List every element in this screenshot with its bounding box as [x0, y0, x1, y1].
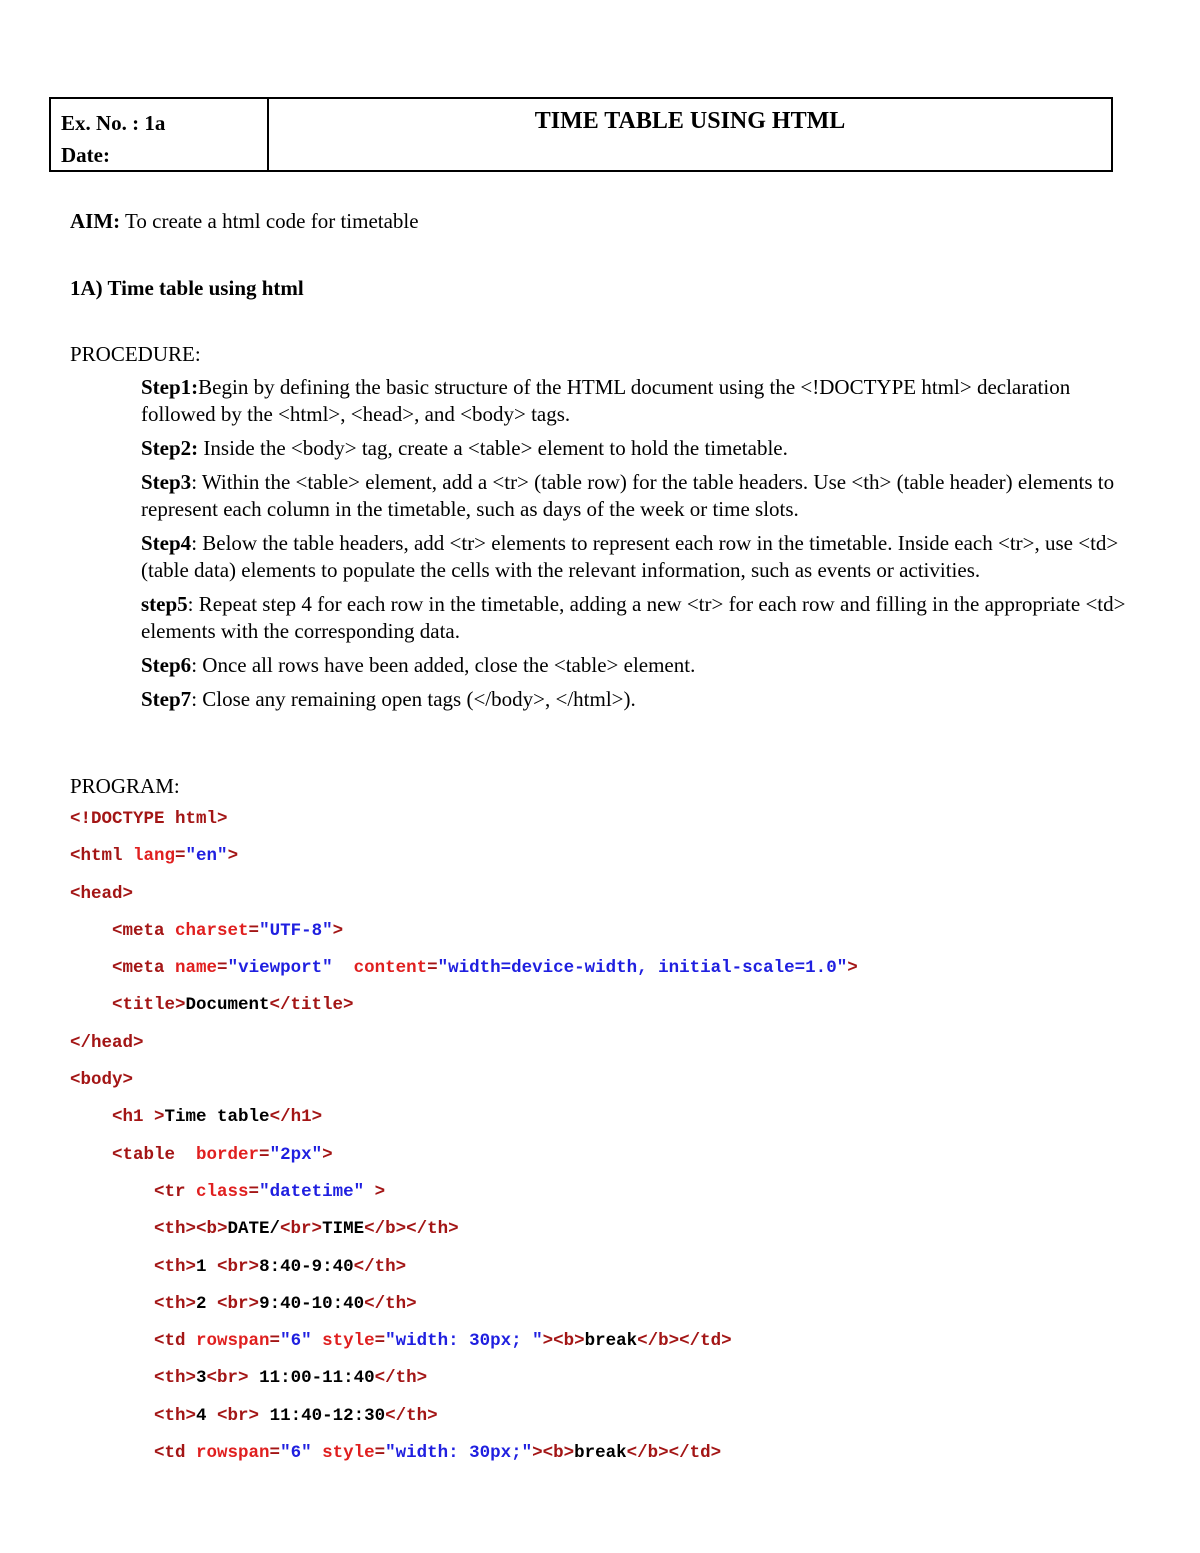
code-token: =: [269, 1443, 281, 1464]
code-token: border: [175, 1144, 260, 1165]
step-label: Step1:: [141, 375, 199, 399]
code-token: ><b>: [532, 1443, 575, 1464]
code-line: [70, 1440, 858, 1477]
code-token: 4: [196, 1405, 218, 1426]
code-token: <body>: [70, 1070, 134, 1091]
code-token: 9:40-10:40: [259, 1293, 365, 1314]
code-token: <head>: [70, 883, 134, 904]
header-box: [49, 97, 1113, 172]
step-text: Begin by defining the basic structure of the HTML document using the <!DOCTYPE html> declaration followed by the <html>, <head>, and <body> tags.: [141, 375, 1071, 426]
code-line: [70, 1030, 858, 1067]
code-token: 3: [196, 1368, 207, 1389]
code-token: <meta: [112, 920, 165, 941]
code-token: "width: 30px;": [385, 1443, 533, 1464]
code-line: [70, 1254, 858, 1291]
code-indent: [70, 995, 112, 1015]
code-token: class: [185, 1181, 249, 1202]
code-line: [70, 992, 858, 1029]
code-token: <br>: [217, 1405, 260, 1426]
step-label: Step2:: [141, 436, 199, 460]
code-line: [70, 1216, 858, 1253]
code-token: </head>: [70, 1032, 144, 1053]
code-token: >: [364, 1181, 386, 1202]
code-token: 11:00-11:40: [248, 1368, 375, 1389]
step-text: Inside the <body> tag, create a <table> element to hold the timetable.: [198, 436, 788, 460]
code-indent: [70, 1331, 154, 1351]
code-token: =: [374, 1443, 386, 1464]
code-line: [70, 806, 858, 843]
code-indent: [70, 1257, 154, 1277]
code-line: [70, 881, 858, 918]
code-token: <td: [154, 1443, 186, 1464]
code-indent: [70, 1368, 154, 1388]
code-token: <br>: [280, 1219, 323, 1240]
code-indent: [70, 1182, 154, 1202]
page-title: TIME TABLE USING HTML: [534, 108, 846, 134]
code-token: content: [332, 958, 428, 979]
code-line: [70, 955, 858, 992]
code-token: TIME: [322, 1219, 365, 1240]
code-token: </th>: [353, 1256, 407, 1277]
code-token: </title>: [269, 995, 354, 1016]
program-heading: PROGRAM:: [70, 774, 180, 798]
code-indent: [70, 958, 112, 978]
step-text: : Close any remaining open tags (</body>, </html>).: [191, 687, 636, 711]
step-text: : Within the <table> element, add a <tr> (table row) for the table headers. Use <th> (table header) elements to represent each column in the timetable, such as days of the week or time slots.: [141, 470, 1115, 521]
code-token: >: [227, 846, 239, 867]
code-line: [70, 1067, 858, 1104]
code-token: </b></th>: [364, 1219, 459, 1240]
code-indent: [70, 921, 112, 941]
code-token: "width=device-width, initial-scale=1.0": [437, 958, 848, 979]
code-token: <table: [112, 1144, 176, 1165]
code-token: >: [847, 958, 858, 979]
code-token: DATE/: [227, 1219, 281, 1240]
code-token: break: [574, 1443, 627, 1464]
step-item: [141, 652, 1131, 679]
code-token: </b></td>: [637, 1331, 732, 1352]
code-token: rowspan: [185, 1443, 270, 1464]
code-indent: [70, 1107, 112, 1127]
code-token: >: [322, 1144, 333, 1165]
code-token: 2: [196, 1293, 218, 1314]
code-token: >: [217, 809, 228, 829]
code-token: break: [584, 1331, 638, 1352]
code-token: =: [259, 1144, 270, 1165]
code-line: [70, 1104, 858, 1141]
code-line: [70, 1403, 858, 1440]
step-text: : Repeat step 4 for each row in the timetable, adding a new <tr> for each row and filling in the appropriate <td> elements with the corresponding data.: [141, 592, 1126, 643]
code-token: </th>: [385, 1405, 438, 1426]
code-token: =: [269, 1331, 281, 1352]
code-token: Document: [185, 995, 270, 1016]
code-token: =: [374, 1331, 386, 1352]
code-token: <br>: [206, 1368, 249, 1389]
step-item: [141, 686, 1131, 713]
exercise-number: Ex. No. : 1a: [61, 111, 166, 135]
code-token: <meta: [112, 958, 165, 979]
code-token: =: [248, 1181, 260, 1202]
section-title: 1A) Time table using html: [70, 276, 304, 300]
code-token: =: [248, 920, 260, 941]
code-token: >: [332, 920, 344, 941]
code-token: =: [175, 846, 186, 867]
code-block: [70, 806, 858, 1477]
code-token: Time table: [164, 1107, 270, 1128]
code-indent: [70, 1406, 154, 1426]
step-label: Step6: [141, 653, 192, 677]
aim-line: [70, 209, 419, 234]
date-label: Date:: [61, 143, 110, 167]
code-token: </th>: [364, 1293, 417, 1314]
code-line: [70, 843, 858, 880]
step-item: [141, 591, 1131, 645]
code-token: <th>: [154, 1405, 197, 1426]
step-item: [141, 469, 1131, 523]
aim-label: AIM:: [70, 209, 121, 233]
code-token: <th>: [154, 1368, 197, 1389]
code-token: charset: [164, 920, 249, 941]
code-token: 1: [196, 1256, 218, 1277]
code-line: [70, 1365, 858, 1402]
step-label: Step3: [141, 470, 192, 494]
code-token: =: [427, 958, 438, 979]
code-token: 11:40-12:30: [259, 1405, 386, 1426]
code-token: =: [217, 958, 228, 979]
step-text: : Once all rows have been added, close the <table> element.: [191, 653, 696, 677]
code-token: name: [164, 958, 218, 979]
code-token: <th><b>: [154, 1219, 228, 1240]
code-token: "6": [280, 1443, 312, 1464]
code-token: "6": [280, 1331, 312, 1352]
code-token: "UTF-8": [259, 920, 333, 941]
code-line: [70, 1142, 858, 1179]
code-token: </h1>: [269, 1107, 323, 1128]
code-token: </th>: [374, 1368, 428, 1389]
code-token: <title>: [112, 995, 186, 1016]
code-token: <html: [70, 846, 123, 867]
code-token: <br>: [217, 1293, 260, 1314]
step-label: step5: [141, 592, 188, 616]
code-token: "width: 30px; ": [385, 1331, 543, 1352]
step-item: [141, 374, 1131, 428]
code-token: <th>: [154, 1256, 197, 1277]
code-token: "2px": [269, 1144, 323, 1165]
code-token: </b></td>: [626, 1443, 722, 1464]
code-token: rowspan: [185, 1331, 270, 1352]
code-indent: [70, 1443, 154, 1463]
code-token: <!DOCTYPE html: [70, 809, 218, 829]
procedure-heading: PROCEDURE:: [70, 342, 201, 366]
step-text: : Below the table headers, add <tr> elements to represent each row in the timetable. Inside each <tr>, use <td> (table data) elements to populate the cells with the relevant information, such as events or activities.: [141, 531, 1119, 582]
code-token: <th>: [154, 1293, 197, 1314]
code-token: 8:40-9:40: [259, 1256, 354, 1277]
code-token: "viewport": [227, 958, 333, 979]
code-token: style: [311, 1443, 375, 1464]
step-item: [141, 435, 1131, 462]
code-indent: [70, 1219, 154, 1239]
code-token: <td: [154, 1331, 186, 1352]
code-line: [70, 918, 858, 955]
code-indent: [70, 1294, 154, 1314]
code-line: [70, 1179, 858, 1216]
code-token: ><b>: [542, 1331, 585, 1352]
header-meta: [51, 99, 269, 170]
code-indent: [70, 1145, 112, 1165]
step-label: Step4: [141, 531, 192, 555]
code-token: lang: [122, 846, 176, 867]
code-line: [70, 1291, 858, 1328]
code-token: <tr: [154, 1181, 186, 1202]
step-item: [141, 530, 1131, 584]
code-token: <h1 >: [112, 1107, 165, 1128]
code-token: "datetime": [259, 1181, 365, 1202]
procedure-steps: [141, 374, 1131, 720]
code-line: [70, 1328, 858, 1365]
step-label: Step7: [141, 687, 192, 711]
code-token: "en": [185, 846, 228, 867]
code-token: <br>: [217, 1256, 260, 1277]
aim-text: To create a html code for timetable: [120, 209, 419, 233]
code-token: style: [311, 1331, 375, 1352]
